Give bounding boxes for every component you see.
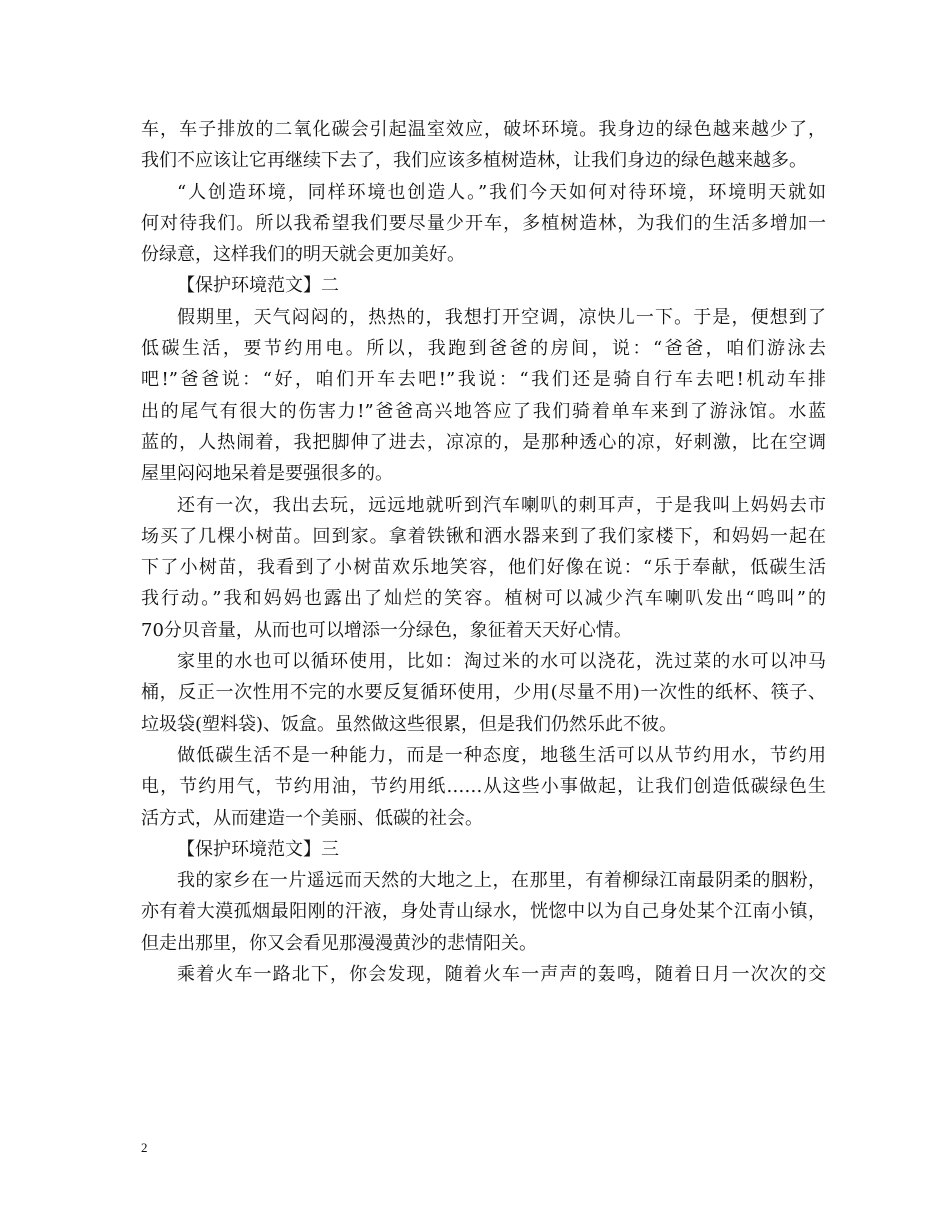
text-line: 乘着火车一路北下，你会发现，随着火车一声声的轰鸣，随着日月一次次的交 <box>177 964 826 986</box>
text-line: 何对待我们。所以我希望我们要尽量少开车，多植树造林，为我们的生活多增加一 <box>141 212 826 234</box>
text-line: 吧!”爸爸说：“好，咱们开车去吧!”我说：“我们还是骑自行车去吧!机动车排 <box>141 369 826 391</box>
text-line: 做低碳生活不是一种能力，而是一种态度，地毯生活可以从节约用水，节约用 <box>177 744 826 766</box>
text-line: 桶，反正一次性用不完的水要反复循环使用，少用(尽量不用)一次性的纸杯、筷子、 <box>141 682 826 704</box>
text-line: 70分贝音量，从而也可以增添一分绿色，象征着天天好心情。 <box>141 619 632 641</box>
text-line: 垃圾袋(塑料袋)、饭盒。虽然做这些很累，但是我们仍然乐此不彼。 <box>141 713 678 735</box>
section-heading: 【保护环境范文】二 <box>177 275 339 297</box>
text-line: 屋里闷闷地呆着是要强很多的。 <box>141 463 393 485</box>
text-line: 电，节约用气，节约用油，节约用纸……从这些小事做起，让我们创造低碳绿色生 <box>141 776 826 798</box>
text-line: “人创造环境，同样环境也创造人。”我们今天如何对待环境，环境明天就如 <box>177 181 826 203</box>
text-line: 蓝的，人热闹着，我把脚伸了进去，凉凉的，是那种透心的凉，好刺激，比在空调 <box>141 431 826 453</box>
text-line: 车，车子排放的二氧化碳会引起温室效应，破坏环境。我身边的绿色越来越少了， <box>141 119 826 140</box>
text-line: 还有一次，我出去玩，远远地就听到汽车喇叭的刺耳声，于是我叫上妈妈去市 <box>177 494 826 516</box>
text-line: 活方式，从而建造一个美丽、低碳的社会。 <box>141 807 483 829</box>
section-heading: 【保护环境范文】三 <box>177 838 339 860</box>
text-line: 亦有着大漠孤烟最阳刚的汗液，身处青山绿水，恍惚中以为自己身处某个江南小镇， <box>141 901 826 923</box>
text-line: 下了小树苗，我看到了小树苗欢乐地笑容，他们好像在说：“乐于奉献，低碳生活 <box>141 557 826 579</box>
document-body <box>141 114 826 990</box>
text-line: 我们不应该让它再继续下去了，我们应该多植树造林，让我们身边的绿色越来越多。 <box>141 150 807 172</box>
text-line: 份绿意，这样我们的明天就会更加美好。 <box>141 244 465 266</box>
text-line: 我的家乡在一片遥远而天然的大地之上，在那里，有着柳绿江南最阴柔的胭粉， <box>177 870 826 892</box>
text-line: 家里的水也可以循环使用，比如：淘过米的水可以浇花，洗过菜的水可以冲马 <box>177 651 826 673</box>
text-line: 我行动。”我和妈妈也露出了灿烂的笑容。植树可以减少汽车喇叭发出“鸣叫”的 <box>141 588 826 610</box>
text-line: 但走出那里，你又会看见那漫漫黄沙的悲情阳关。 <box>141 932 537 954</box>
page-number: 2 <box>141 1140 148 1155</box>
text-line: 场买了几棵小树苗。回到家。拿着铁锹和洒水器来到了我们家楼下，和妈妈一起在 <box>141 525 826 547</box>
text-line: 出的尾气有很大的伤害力!”爸爸高兴地答应了我们骑着单车来到了游泳馆。水蓝 <box>141 400 826 422</box>
text-line: 低碳生活，要节约用电。所以，我跑到爸爸的房间，说：“爸爸，咱们游泳去 <box>141 338 826 360</box>
text-line: 假期里，天气闷闷的，热热的，我想打开空调，凉快儿一下。于是，便想到了 <box>177 306 826 328</box>
